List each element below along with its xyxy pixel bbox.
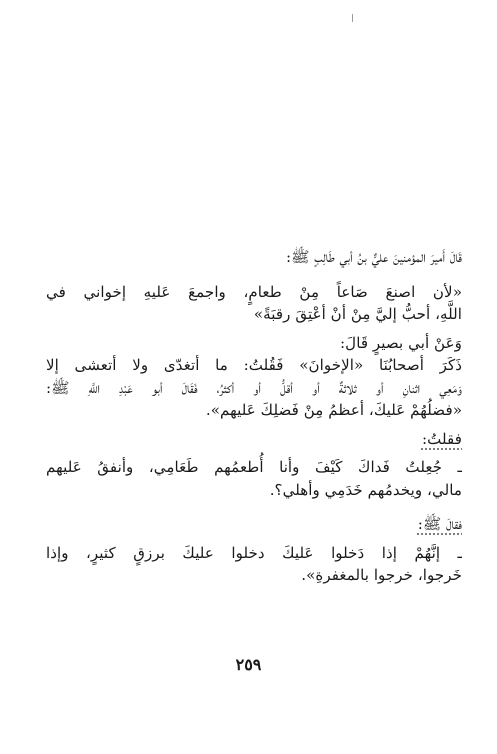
reply-paragraph-2 xyxy=(46,542,462,587)
intro-line xyxy=(46,246,462,269)
speaker-heading-2 xyxy=(46,513,462,536)
speaker-label-2: فقالَ ﷺ: xyxy=(417,515,462,533)
isnad-paragraph xyxy=(46,332,462,355)
reply-paragraph-1 xyxy=(46,456,462,501)
reply1-line-2: مالي، ويخدمُهم خَدَمِي وأهلي؟. xyxy=(269,480,462,499)
report-line-3: «فضلُهُمْ عَليكَ، أعظمُ مِنْ فَضلِكَ عَليهم». xyxy=(205,401,462,419)
report-paragraph xyxy=(46,354,462,422)
report-line-1: ذَكَرَ أصحابُنَا «الإخوانَ» فَقُلتُ: ما أتغدّى ولا أتعشى إلا xyxy=(46,356,462,374)
quote-paragraph xyxy=(46,281,462,326)
quote-line-1: «لأن اصنعَ صَاعاً مِنْ طعامٍ، واجمعَ عَليهِ إخواني في xyxy=(46,282,462,301)
intro-text: قَالَ أَميرَ المؤمنينَ عليٌّ بنُ أبي طَالِبٍ ﷺ: xyxy=(285,248,462,266)
main-text xyxy=(46,246,462,587)
report-line-2: وَمَعِي اثنانِ أو ثلاثةٌ أو أقلُّ أو أكثرُ، فَقَالَ أبو عَبْدِ اللَّهِ ﷺ: xyxy=(46,378,462,397)
speaker-label-1: فقلتُ: xyxy=(421,429,462,448)
speaker-heading-1 xyxy=(46,428,462,451)
reply2-line-2: خَرجوا، خرجوا بالمغفرةِ». xyxy=(301,566,462,584)
quote-line-2: اللَّهِ، أحبُّ إليَّ مِنْ أنْ أعْتِقَ رقبَةً» xyxy=(253,305,462,323)
scan-mark xyxy=(352,14,353,22)
reply2-line-1: ـ إنَّهُمْ إذا دَخلوا عَليكَ دخلوا عليكَ برزقٍ كثيرٍ، وإذا xyxy=(46,543,462,562)
isnad-line: وَعَنْ أبي بصيرٍ قَالَ: xyxy=(340,333,462,352)
page-number: ٢٥٩ xyxy=(235,655,262,674)
reply1-line-1: ـ جُعِلتُ فَداكَ كَيْفَ وأنا أُطعمُهم طَعَامِي، وأنفقُ عَليهم xyxy=(46,458,462,476)
